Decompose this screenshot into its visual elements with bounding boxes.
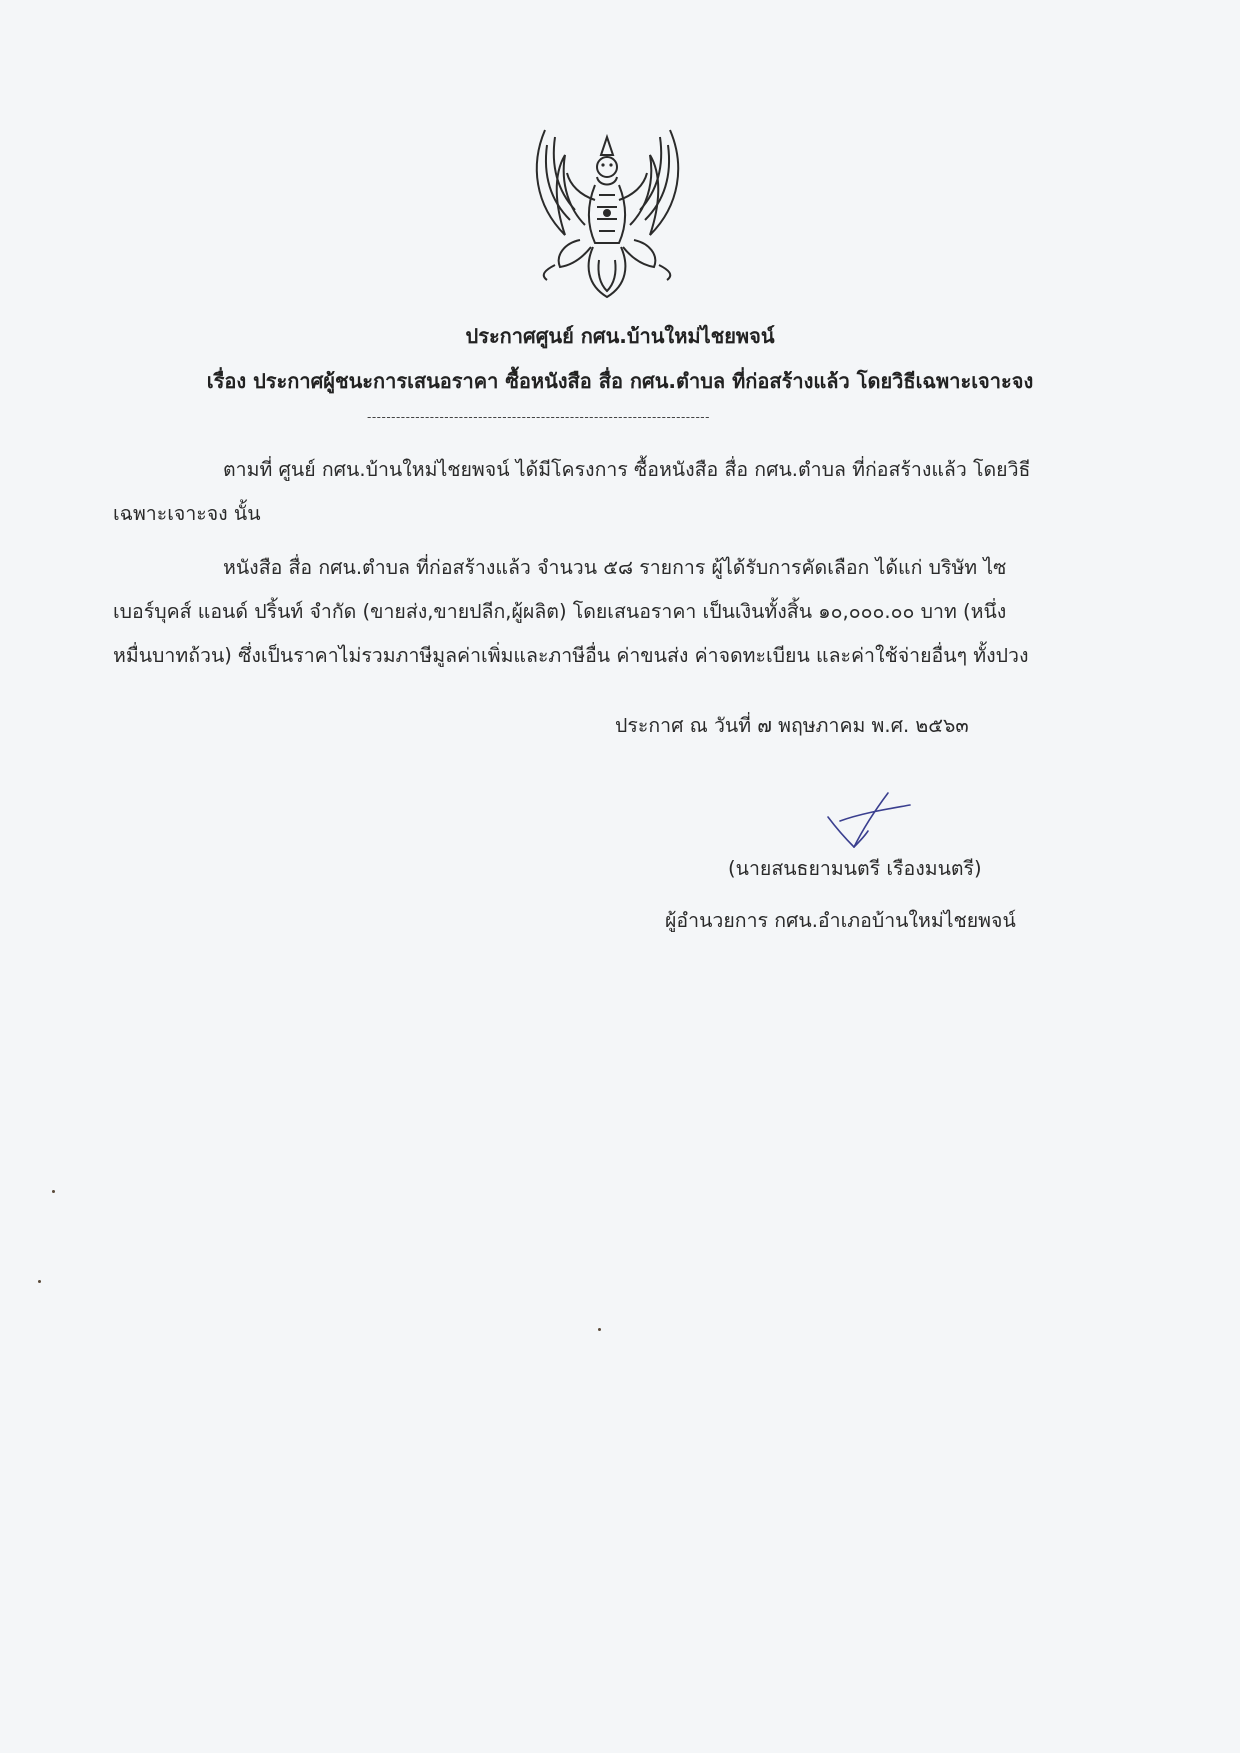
paragraph-winner — [113, 546, 1043, 678]
paper-speck — [38, 1280, 41, 1283]
handwritten-signature — [810, 785, 920, 855]
paragraph-winner-text: หนังสือ สื่อ กศน.ตำบล ที่ก่อสร้างแล้ว จำนวน ๕๘ รายการ ผู้ได้รับการคัดเลือก ได้แก่ บริษัท ไซเบอร์บุคส์ แอนด์ ปริ้นท์ จำกัด (ขายส่ง,ขายปลีก,ผู้ผลิต) โดยเสนอราคา เป็นเงินทั้งสิ้น ๑๐,๐๐๐.๐๐ บาท (หนึ่งหมื่นบาทถ้วน) ซึ่งเป็นราคาไม่รวมภาษีมูลค่าเพิ่มและภาษีอื่น ค่าขนส่ง ค่าจดทะเบียน และค่าใช้จ่ายอื่นๆ ทั้งปวง — [113, 556, 1029, 667]
paper-speck — [598, 1328, 601, 1331]
title-divider: ----------------------------------------------------------------------- — [367, 410, 710, 424]
announcement-title: ประกาศศูนย์ กศน.บ้านใหม่ไชยพจน์ — [465, 324, 775, 348]
paper-speck — [52, 1190, 55, 1193]
announcement-subject: เรื่อง ประกาศผู้ชนะการเสนอราคา ซื้อหนังสือ สื่อ กศน.ตำบล ที่ก่อสร้างแล้ว โดยวิธีเฉพาะเจาะจง — [206, 369, 1034, 393]
garuda-emblem-icon — [525, 125, 690, 305]
signer-name: (นายสนธยามนตรี เรืองมนตรี) — [728, 857, 982, 880]
paragraph-project-text: ตามที่ ศูนย์ กศน.บ้านใหม่ไชยพจน์ ได้มีโครงการ ซื้อหนังสือ สื่อ กศน.ตำบล ที่ก่อสร้างแล้ว โดยวิธีเฉพาะเจาะจง นั้น — [113, 458, 1031, 525]
paragraph-project — [113, 448, 1043, 536]
signer-position: ผู้อำนวยการ กศน.อำเภอบ้านใหม่ไชยพจน์ — [665, 909, 1016, 932]
announcement-date: ประกาศ ณ วันที่ ๗ พฤษภาคม พ.ศ. ๒๕๖๓ — [615, 714, 969, 737]
